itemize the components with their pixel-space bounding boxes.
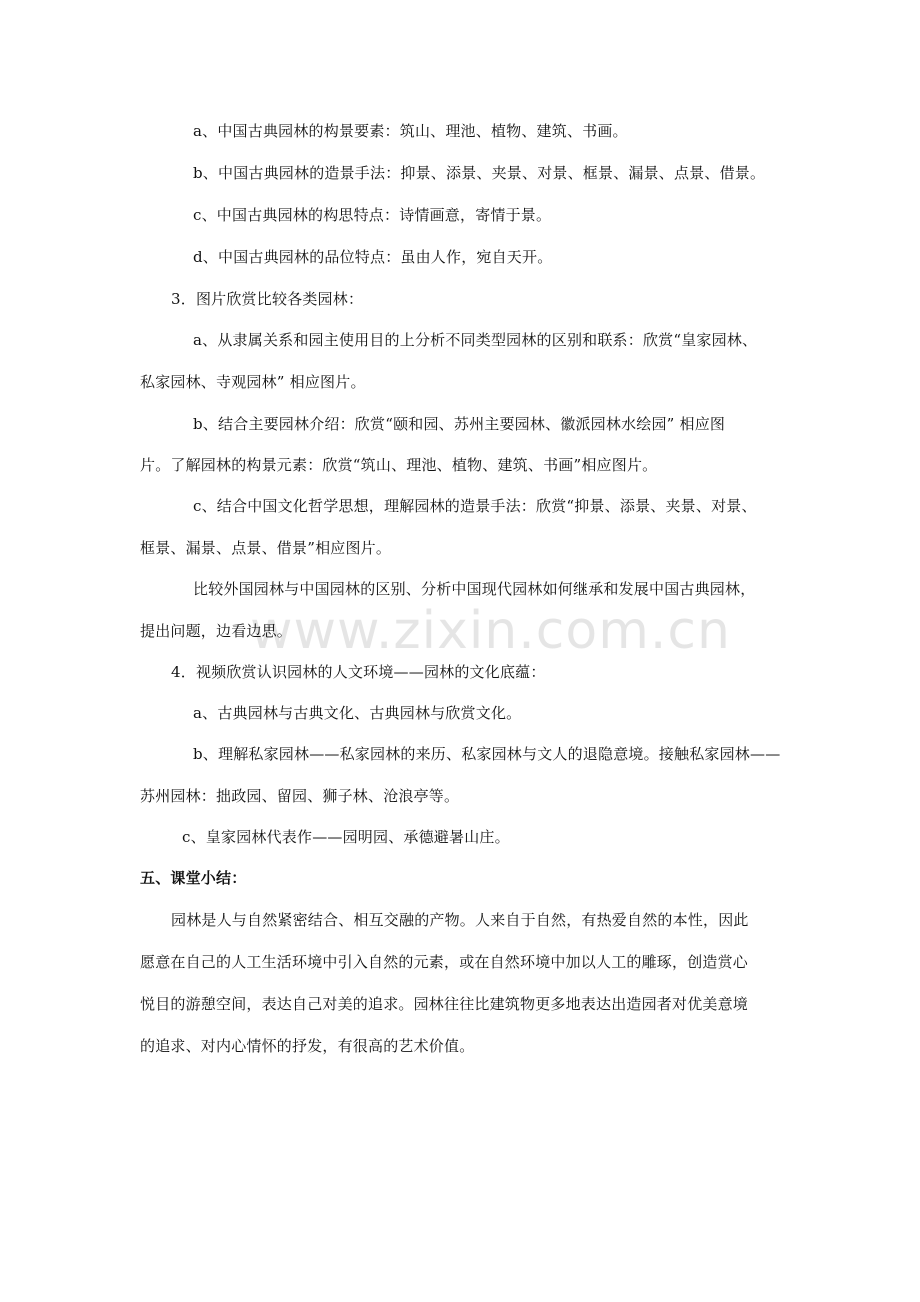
section-title: 五、课堂小结： [140, 869, 247, 887]
text-line: b、中国古典园林的造景手法：抑景、添景、夹景、对景、框景、漏景、点景、借景。 [193, 164, 766, 182]
text-line: b、结合主要园林介绍：欣赏“颐和园、苏州主要园林、徽派园林水绘园” 相应图 [193, 415, 726, 433]
text-line: 私家园林、寺观园林” 相应图片。 [140, 373, 366, 391]
text-line: c、中国古典园林的构思特点：诗情画意，寄情于景。 [193, 206, 552, 224]
text-line: 比较外国园林与中国园林的区别、分析中国现代园林如何继承和发展中国古典园林， [193, 580, 756, 598]
section-heading: 3．图片欣赏比较各类园林： [171, 290, 364, 308]
text-line: 苏州园林：拙政园、留园、狮子林、沧浪亭等。 [140, 787, 460, 805]
text-line: b、理解私家园林——私家园林的来历、私家园林与文人的退隐意境。接触私家园林—— [193, 745, 781, 763]
text-line: a、中国古典园林的构景要素：筑山、理池、植物、建筑、书画。 [193, 122, 628, 140]
text-line: c、皇家园林代表作——园明园、承德避暑山庄。 [182, 828, 510, 846]
text-line: a、古典园林与古典文化、古典园林与欣赏文化。 [193, 704, 522, 722]
summary-line: 园林是人与自然紧密结合、相互交融的产物。人来自于自然，有热爱自然的本性，因此 [171, 911, 749, 929]
text-line: 提出问题，边看边思。 [140, 622, 293, 640]
text-line: a、从隶属关系和园主使用目的上分析不同类型园林的区别和联系：欣赏“皇家园林、 [193, 331, 758, 349]
summary-line: 愿意在自己的人工生活环境中引入自然的元素，或在自然环境中加以人工的雕琢，创造赏心 [140, 953, 749, 971]
summary-line: 悦目的游憩空间，表达自己对美的追求。园林往往比建筑物更多地表达出造园者对优美意境 [140, 995, 749, 1013]
text-line: 片。了解园林的构景元素：欣赏“筑山、理池、植物、建筑、书画”相应图片。 [140, 456, 658, 474]
text-line: 框景、漏景、点景、借景”相应图片。 [140, 539, 392, 557]
text-line: d、中国古典园林的品位特点：虽由人作，宛自天开。 [193, 248, 553, 266]
section-heading: 4．视频欣赏认识园林的人文环境——园林的文化底蕴： [171, 663, 546, 681]
summary-line: 的追求、对内心情怀的抒发，有很高的艺术价值。 [140, 1037, 475, 1055]
text-line: c、结合中国文化哲学思想，理解园林的造景手法：欣赏“抑景、添景、夹景、对景、 [193, 497, 757, 515]
watermark: www.zixin.com.cn [250, 601, 731, 661]
